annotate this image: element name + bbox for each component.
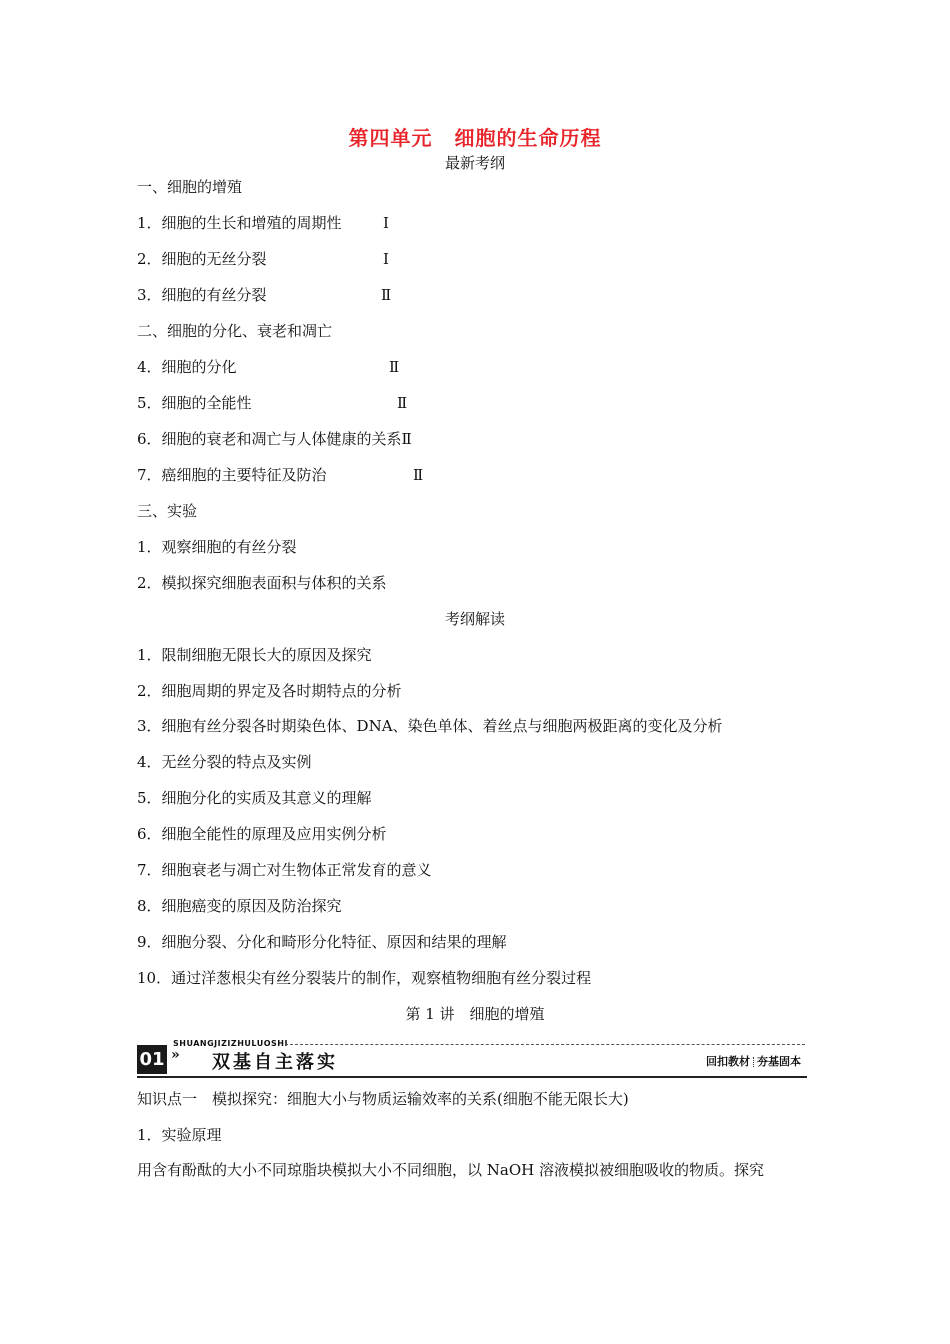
banner-title: 双基自主落实 [212,1052,338,1073]
outline-item: 7．癌细胞的主要特征及防治 [137,466,327,484]
outline-item: 1．细胞的生长和增殖的周期性 [137,214,342,232]
interpret-item: 3．细胞有丝分裂各时期染色体、DNA、染色单体、着丝点与细胞两极距离的变化及分析 [137,717,723,735]
interpret-heading: 考纲解读 [444,610,505,628]
double-chevron-icon: » [171,1047,180,1063]
outline-heading: 最新考纲 [444,154,505,172]
interpret-item: 9．细胞分裂、分化和畸形分化特征、原因和结果的理解 [137,933,507,951]
banner-separator [753,1057,754,1067]
outline-item: 3．细胞的有丝分裂 [137,286,267,304]
interpret-item: 2．细胞周期的界定及各时期特点的分析 [137,682,402,700]
banner-dashed-line [285,1044,805,1045]
interpret-item: 6．细胞全能性的原理及应用实例分析 [137,825,387,843]
unit-title-name: 细胞的生命历程 [454,126,602,150]
banner-number-badge: 01 [137,1045,167,1074]
unit-title [0,122,950,151]
section-banner [137,1035,807,1079]
outline-item-level: Ⅰ [383,214,389,232]
outline-item: 5．细胞的全能性 [137,394,252,412]
outline-item: 1．观察细胞的有丝分裂 [137,538,297,556]
banner-tagline-a: 回扣教材 [706,1055,750,1068]
banner-rule [137,1076,807,1078]
unit-title-number: 第四单元 [348,126,433,150]
outline-item: 2．模拟探究细胞表面积与体积的关系 [137,574,387,592]
subheading: 1．实验原理 [137,1126,222,1144]
outline-item: 二、细胞的分化、衰老和凋亡 [137,322,333,340]
interpret-item: 5．细胞分化的实质及其意义的理解 [137,789,372,807]
interpret-item: 1．限制细胞无限长大的原因及探究 [137,646,372,664]
outline-item: 6．细胞的衰老和凋亡与人体健康的关系Ⅱ [137,430,412,448]
outline-item: 三、实验 [137,502,198,520]
interpret-item: 10．通过洋葱根尖有丝分裂装片的制作，观察植物细胞有丝分裂过程 [137,969,592,987]
body-paragraph: 用含有酚酞的大小不同琼脂块模拟大小不同细胞，以 NaOH 溶液模拟被细胞吸收的物质。探究 [137,1161,764,1179]
outline-item-level: Ⅱ [397,394,408,412]
knowledge-point-heading: 知识点一 模拟探究：细胞大小与物质运输效率的关系(细胞不能无限长大) [137,1090,629,1108]
banner-tagline [706,1053,801,1069]
outline-item: 4．细胞的分化 [137,358,237,376]
banner-pinyin: SHUANGJIZIZHULUOSHI [173,1039,288,1048]
interpret-item: 8．细胞癌变的原因及防治探究 [137,897,342,915]
outline-item-level: Ⅱ [381,286,392,304]
outline-item-level: Ⅱ [413,466,424,484]
interpret-item: 4．无丝分裂的特点及实例 [137,753,312,771]
interpret-item: 7．细胞衰老与凋亡对生物体正常发育的意义 [137,861,432,879]
outline-item-level: Ⅱ [389,358,400,376]
outline-item: 2．细胞的无丝分裂 [137,250,267,268]
outline-item: 一、细胞的增殖 [137,178,243,196]
lecture-title: 第 1 讲 细胞的增殖 [405,1005,545,1023]
banner-tagline-b: 夯基固本 [757,1055,801,1068]
outline-item-level: Ⅰ [383,250,389,268]
